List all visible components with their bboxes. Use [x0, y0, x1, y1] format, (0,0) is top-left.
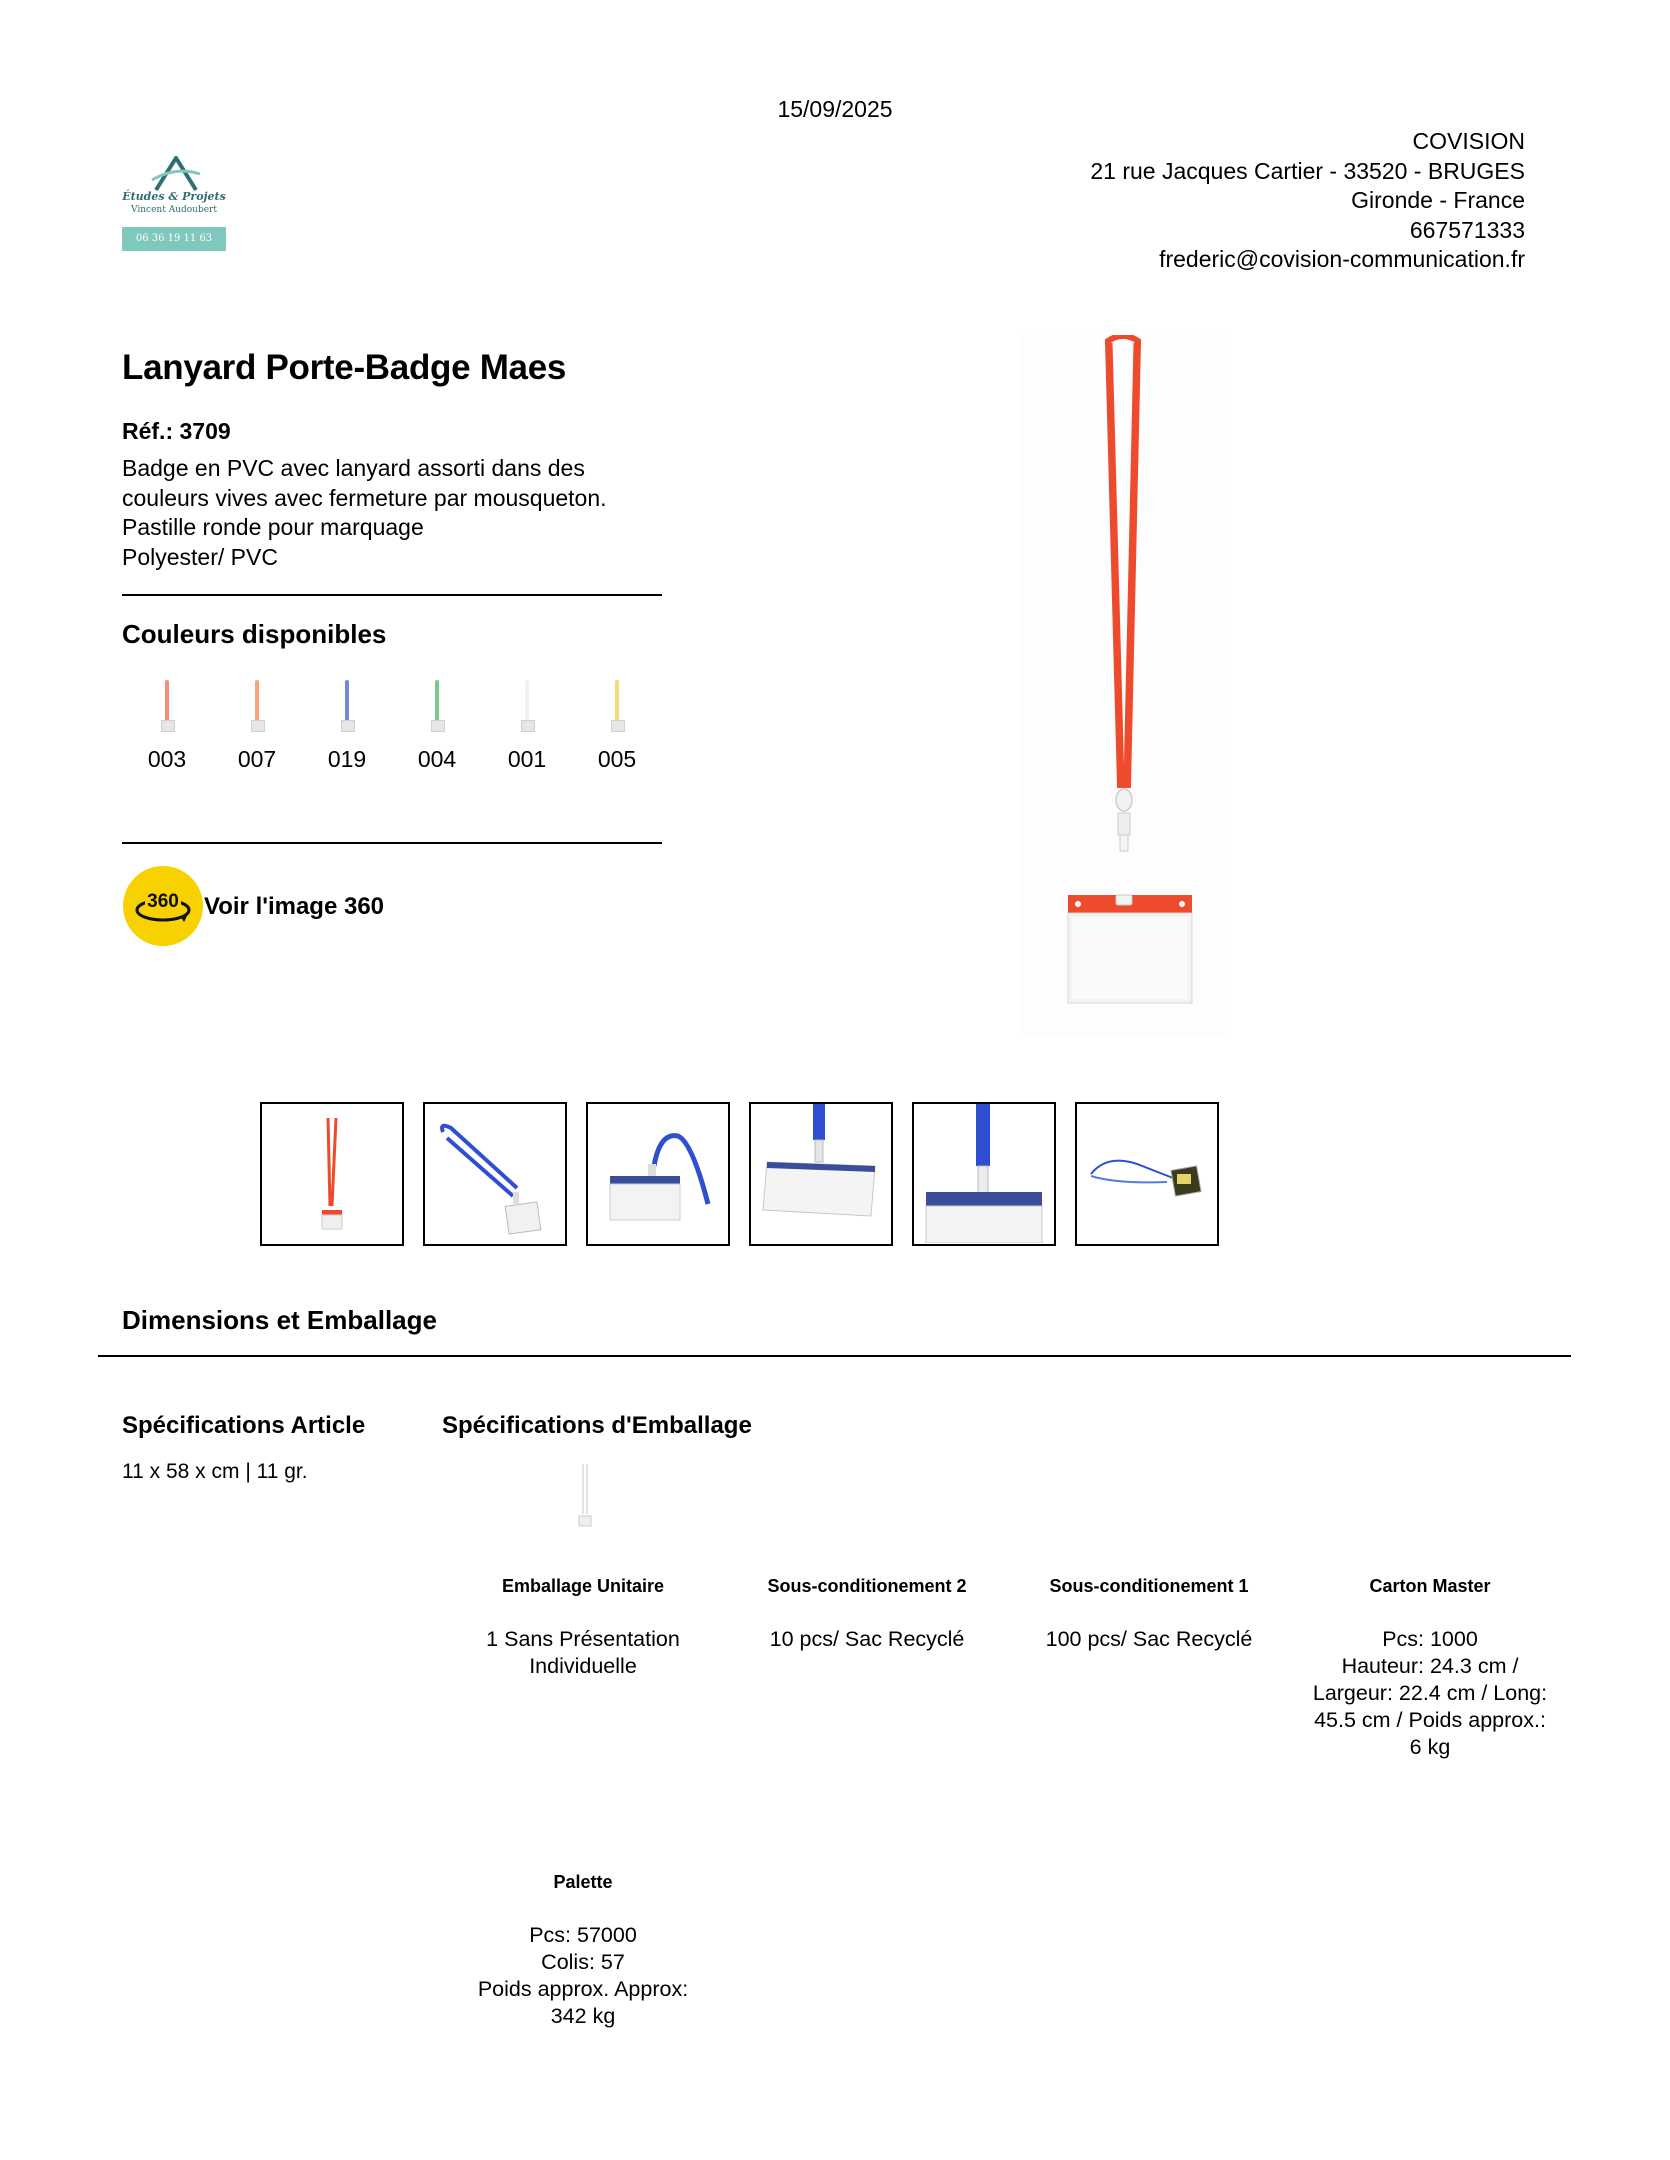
description-line: Badge en PVC avec lanyard assorti dans des [122, 455, 585, 481]
company-name: COVISION [1412, 128, 1525, 154]
colors-title: Couleurs disponibles [122, 619, 387, 649]
packaging-value: Largeur: 22.4 cm / Long: [1312, 1681, 1548, 1705]
packaging-value: Poids approx. Approx: [477, 1977, 689, 2001]
company-phone: 667571333 [1409, 216, 1525, 243]
clip-closeup-thumbnail-icon [914, 1104, 1053, 1243]
badge-closeup-thumbnail-icon [751, 1104, 890, 1243]
product-ref: Réf.: 3709 [122, 418, 231, 444]
packaging-value: 342 kg [550, 2004, 616, 2028]
packaging-header: Emballage Unitaire [501, 1576, 665, 1596]
color-code: 004 [417, 746, 457, 772]
thumbnail-strip [260, 1102, 1219, 1246]
strap-003 [165, 680, 169, 722]
blue-lanyard-thumbnail-icon [425, 1104, 564, 1243]
divider [122, 594, 662, 596]
unit-packaging-image [574, 1462, 596, 1532]
description-line: couleurs vives avec fermeture par mousqueton. [122, 484, 607, 511]
lanyard-thumbnail-icon [512, 676, 542, 738]
packaged-lanyard-thumbnail-icon [1077, 1104, 1216, 1243]
packaging-header: Sous-conditionement 1 [1049, 1576, 1249, 1596]
color-swatch-007[interactable] [212, 676, 302, 773]
dimensions-title: Dimensions et Emballage [122, 1305, 437, 1335]
badge-holder-thumbnail-icon [588, 1104, 727, 1243]
color-swatches [122, 676, 662, 773]
logo-title: Études & Projets [122, 190, 226, 203]
company-address: 21 rue Jacques Cartier - 33520 - BRUGES [1090, 157, 1525, 184]
thumbnail-image[interactable] [586, 1102, 730, 1246]
packaging-column-sub1 [1024, 1576, 1274, 1653]
view-360-badge-text: 360 [147, 891, 179, 912]
company-block [1090, 127, 1525, 275]
logo-phone: 06 36 19 11 63 [122, 227, 226, 251]
thumbnail-image[interactable] [912, 1102, 1056, 1246]
logo-subtitle: Vincent Audoubert [131, 205, 217, 215]
lanyard-thumbnail-icon [152, 676, 182, 738]
packaging-column-sub2 [742, 1576, 992, 1653]
packaging-value: Colis: 57 [541, 1950, 625, 1974]
packaging-header: Palette [553, 1872, 613, 1892]
packaging-value: Individuelle [529, 1654, 637, 1678]
packaging-value: Pcs: 57000 [529, 1923, 637, 1947]
lanyard-thumbnail-icon [242, 676, 272, 738]
view-360-link[interactable]: Voir l'image 360 [204, 893, 385, 920]
article-specs-title: Spécifications Article [122, 1412, 366, 1439]
red-lanyard-thumbnail-icon [262, 1104, 401, 1243]
lanyard-thumbnail-icon [332, 676, 362, 738]
product-description [122, 454, 682, 572]
lanyard-thumbnail-icon [422, 676, 452, 738]
color-swatch-005[interactable] [572, 676, 662, 773]
packaging-value: 10 pcs/ Sac Recyclé [769, 1627, 965, 1651]
logo-mark-icon [150, 156, 202, 192]
packaging-value: 1 Sans Présentation [486, 1627, 680, 1651]
description-line: Polyester/ PVC [122, 543, 278, 570]
packaging-value: 6 kg [1409, 1735, 1451, 1759]
document-date: 15/09/2025 [777, 96, 893, 122]
thumbnail-image[interactable] [1075, 1102, 1219, 1246]
thumbnail-image[interactable] [260, 1102, 404, 1246]
company-email[interactable]: frederic@covision-communication.fr [1159, 246, 1525, 272]
article-specs-value: 11 x 58 x cm | 11 gr. [122, 1460, 308, 1483]
color-code: 005 [597, 746, 637, 772]
color-code: 019 [327, 746, 367, 772]
packaging-specs-title: Spécifications d'Emballage [442, 1412, 752, 1439]
color-swatch-003[interactable] [122, 676, 212, 773]
color-code: 001 [507, 746, 547, 772]
color-swatch-001[interactable] [482, 676, 572, 773]
thumbnail-image[interactable] [749, 1102, 893, 1246]
view-360-icon[interactable] [123, 866, 203, 946]
packaging-value: 100 pcs/ Sac Recyclé [1045, 1627, 1253, 1651]
product-main-image [1020, 335, 1226, 1035]
color-swatch-004[interactable] [392, 676, 482, 773]
color-code: 007 [237, 746, 277, 772]
divider [98, 1355, 1571, 1357]
packaging-header: Carton Master [1369, 1576, 1491, 1596]
company-region: Gironde - France [1351, 187, 1525, 213]
packaging-column-pallet [458, 1872, 708, 2030]
color-swatch-019[interactable] [302, 676, 392, 773]
thumbnail-image[interactable] [423, 1102, 567, 1246]
packaging-value: Pcs: 1000 [1382, 1627, 1478, 1651]
product-title: Lanyard Porte-Badge Maes [122, 348, 567, 387]
lanyard-thumbnail-icon [602, 676, 632, 738]
packaging-value: Hauteur: 24.3 cm / [1341, 1654, 1519, 1678]
description-line: Pastille ronde pour marquage [122, 514, 424, 540]
packaging-column-master-carton [1305, 1576, 1555, 1761]
packaging-column-unit [458, 1576, 708, 1680]
packaging-value: 45.5 cm / Poids approx.: [1314, 1708, 1546, 1732]
color-code: 003 [147, 746, 187, 772]
packaging-header: Sous-conditionement 2 [767, 1576, 967, 1596]
divider [122, 842, 662, 844]
